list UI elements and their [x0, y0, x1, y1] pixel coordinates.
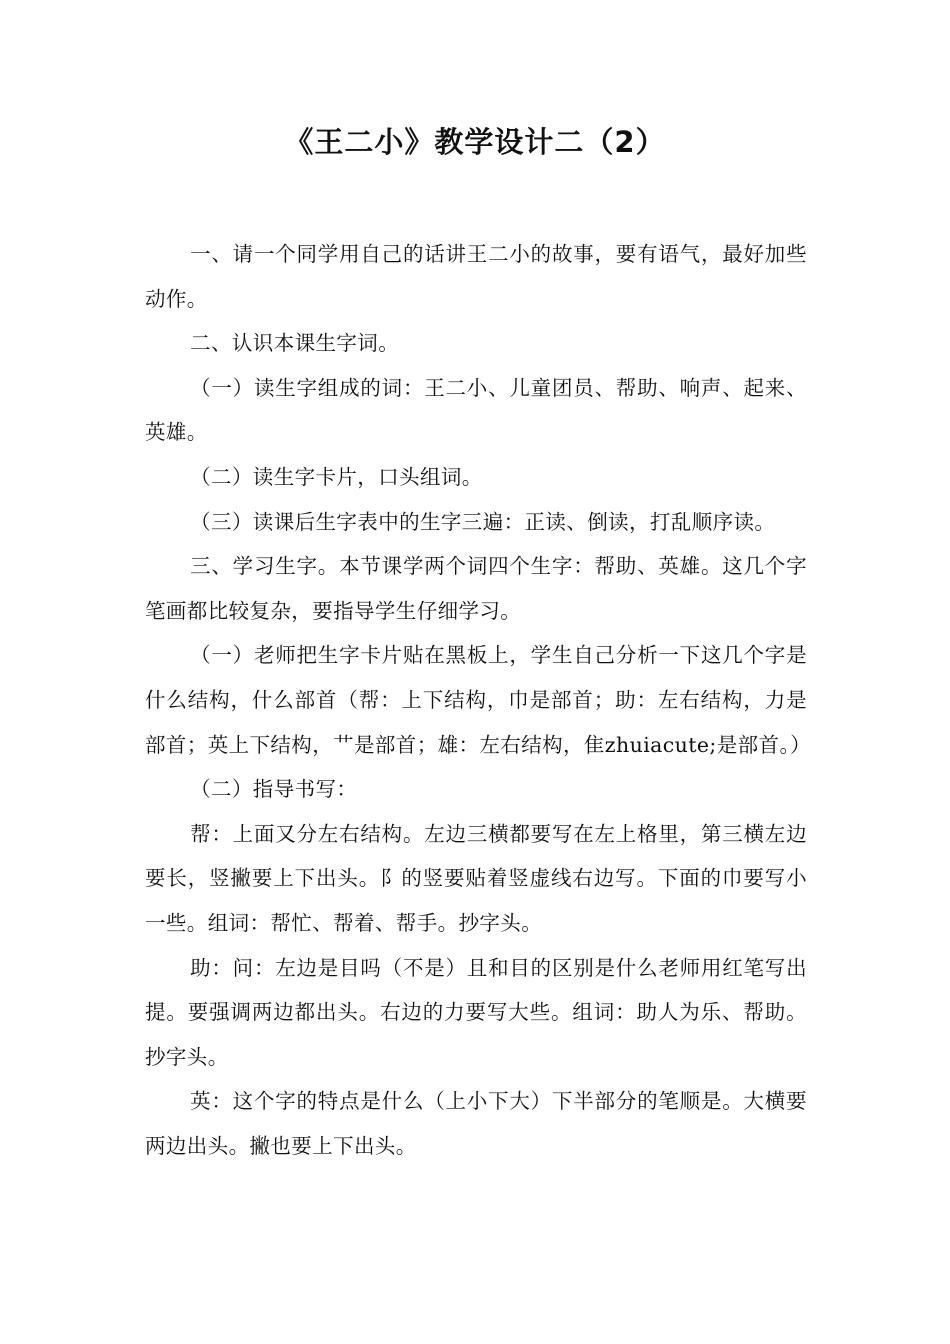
paragraph-section-three: 三、学习生字。本节课学两个词四个生字：帮助、英雄。这几个字笔画都比较复杂，要指导学生仔细学习。: [145, 554, 807, 623]
paragraph-read-words: （一）读生字组成的词：王二小、儿童团员、帮助、响声、起来、英雄。: [145, 375, 807, 445]
paragraph-read-cards: （二）读生字卡片，口头组词。: [190, 464, 483, 489]
paragraph-read-table: （三）读课后生字表中的生字三遍：正读、倒读，打乱顺序读。: [190, 509, 776, 534]
paragraph-char-bang: 帮：上面又分左右结构。左边三横都要写在左上格里，第三横左边要长，竖撇要上下出头。阝的竖要贴着竖虚线右边写。下面的巾要写小一些。组词：帮忙、帮着、帮手。抄字头。: [145, 821, 807, 935]
paragraph-analyze-structure: （一）老师把生字卡片贴在黑板上，学生自己分析一下这几个字是什么结构，什么部首（帮：上下结构，巾是部首；助：左右结构，力是部首；英上下结构，艹是部首；雄：左右结构，隹zhuiacute;是部首。）: [145, 643, 811, 757]
paragraph-intro-story: 一、请一个同学用自己的话讲王二小的故事，要有语气，最好加些动作。: [145, 242, 807, 311]
paragraph-char-zhu: 助：问：左边是目吗（不是）且和目的区别是什么老师用红笔写出提。要强调两边都出头。右边的力要写大些。组词：助人为乐、帮助。抄字头。: [145, 955, 807, 1069]
paragraph-writing-guide: （二）指导书写：: [190, 777, 358, 802]
paragraph-section-two: 二、认识本课生字词。: [190, 331, 400, 356]
document-title: 《王二小》教学设计二（2）: [284, 125, 666, 159]
document-body: [145, 232, 811, 1168]
paragraph-char-ying: 英：这个字的特点是什么（上小下大）下半部分的笔顺是。大横要两边出头。撇也要上下出头。: [145, 1089, 807, 1158]
